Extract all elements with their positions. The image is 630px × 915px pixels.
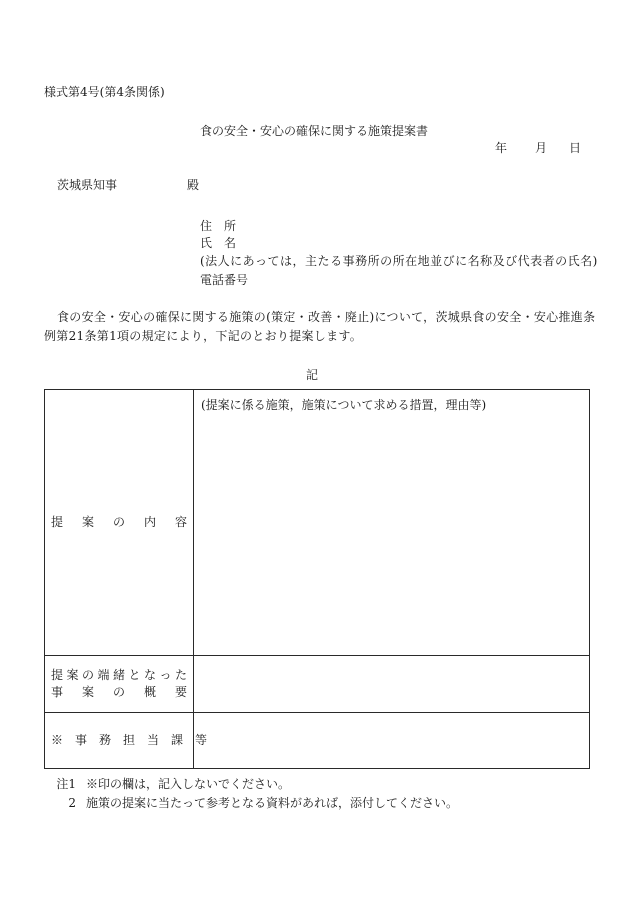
ki-heading: 記 <box>306 368 319 382</box>
proposal-table <box>44 389 590 769</box>
proposal-content-label-cell <box>45 390 194 656</box>
address-label: 住 所 <box>200 219 237 233</box>
note-text: ※印の欄は，記入しないでください。 <box>86 777 291 791</box>
table-row-origin-summary <box>45 656 590 713</box>
table-row-department <box>45 713 590 769</box>
corporate-note: (法人にあっては，主たる事務所の所在地並びに名称及び代表者の氏名) <box>200 254 598 268</box>
note-label: 2 <box>68 796 76 810</box>
recipient-honorific: 殿 <box>187 178 200 192</box>
department-field <box>194 713 590 769</box>
date-day-label: 日 <box>569 141 582 155</box>
date-month-label: 月 <box>535 141 548 155</box>
recipient-name: 茨城県知事 <box>57 178 118 192</box>
body-text-line: 食の安全・安心の確保に関する施策の(策定・改善・廃止)について，茨城県食の安全・安心推進条 <box>57 310 596 324</box>
proposal-content-label: 提 案 の 内 容 <box>51 515 187 529</box>
origin-summary-label-line: 事 案 の 概 要 <box>51 685 187 699</box>
document-title: 食の安全・安心の確保に関する施策提案書 <box>200 124 429 138</box>
proposal-content-field <box>194 390 590 656</box>
phone-label: 電話番号 <box>200 273 249 287</box>
note-text: 施策の提案に当たって参考となる資料があれば，添付してください。 <box>86 796 459 810</box>
table-row-proposal-content <box>45 390 590 656</box>
name-label: 氏 名 <box>200 236 237 250</box>
note-label: 注1 <box>56 777 76 791</box>
origin-summary-label-line: 提案の端緒となった <box>51 668 187 682</box>
origin-summary-label-cell <box>45 656 194 713</box>
proposal-content-hint: (提案に係る施策，施策について求める措置，理由等) <box>201 398 487 412</box>
body-text-line: 例第21条第1項の規定により，下記のとおり提案します。 <box>44 329 363 343</box>
date-year-label: 年 <box>495 141 508 155</box>
department-label-cell <box>45 713 208 769</box>
origin-summary-field <box>194 656 590 713</box>
form-number: 様式第4号(第4条関係) <box>44 85 165 99</box>
department-label: ※ 事 務 担 当 課 等 <box>51 733 208 747</box>
